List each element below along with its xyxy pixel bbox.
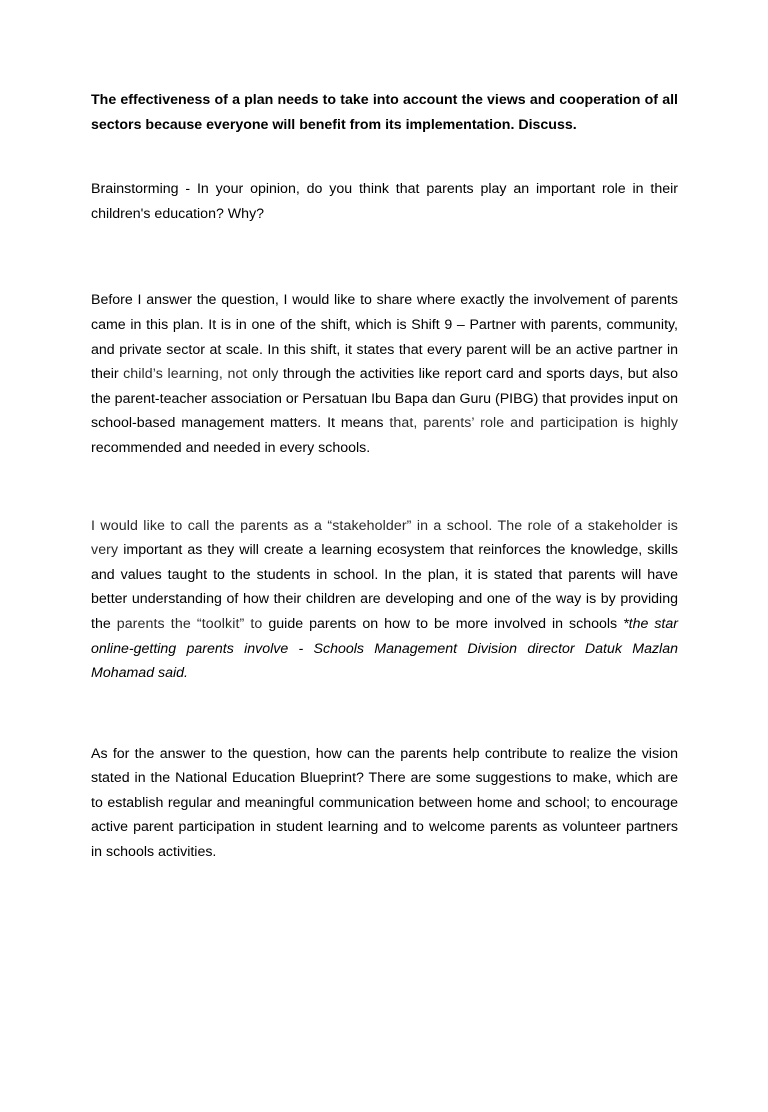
answer-paragraph: As for the answer to the question, how can the parents help contribute to realize the vision stated in the National Education Blueprint? There are some suggestions to make, which are to establish regular and meaningful communication between home and school; to encourage active parent participation in student learning and to welcome parents as volunteer partners in schools activities. — [91, 745, 678, 861]
stakeholder-text-3: parents the “toolkit” to — [116, 615, 263, 632]
stakeholder-text-2: important as they will create a learning ecosystem that reinforces the knowledge, skills and values taught to the students in school. In the plan, it is stated that parents will have better understanding of how their children are developing and one of the way is by providing the — [91, 542, 678, 632]
shift-text-5: recommended and needed in every schools. — [91, 439, 371, 456]
shift-text-1: Before I answer the question, I would like to share where exactly the involvement of parents came in this plan. It is in one of the shift, which is Shift 9 – Partner with parents, community, and private sector at scale. In this shift, it states that every parent will be an active partner in their — [91, 292, 678, 383]
stakeholder-text-1: I would like to call the parents as a “stakeholder” in a school. The role of a stakeholder is very — [91, 517, 678, 559]
brainstorming-paragraph: Brainstorming - In your opinion, do you think that parents play an important role in their children's education? Why? — [91, 181, 678, 222]
shift-text-3: through the activities like report card and sports days, but also the parent-teacher association or Persatuan Ibu Bapa dan Guru (PIBG) that provides input on school-based management matters. It means — [91, 366, 678, 432]
document-page — [0, 88, 768, 1112]
essay-question-title: The effectiveness of a plan needs to take into account the views and cooperation of all sectors because everyone will benefit from its implementation. Discuss. — [91, 92, 678, 133]
shift-text-4: that, parents’ role and participation is highly — [389, 415, 679, 432]
citation-text: *the star online-getting parents involve - Schools Management Division director Datuk Mazlan Mohamad said. — [91, 615, 678, 682]
stakeholder-paragraph — [91, 514, 678, 686]
shift-text-2: child’s learning, not only — [123, 366, 279, 383]
stakeholder-text-4: guide parents on how to be more involved in schools — [262, 615, 624, 632]
shift-paragraph — [91, 288, 678, 460]
